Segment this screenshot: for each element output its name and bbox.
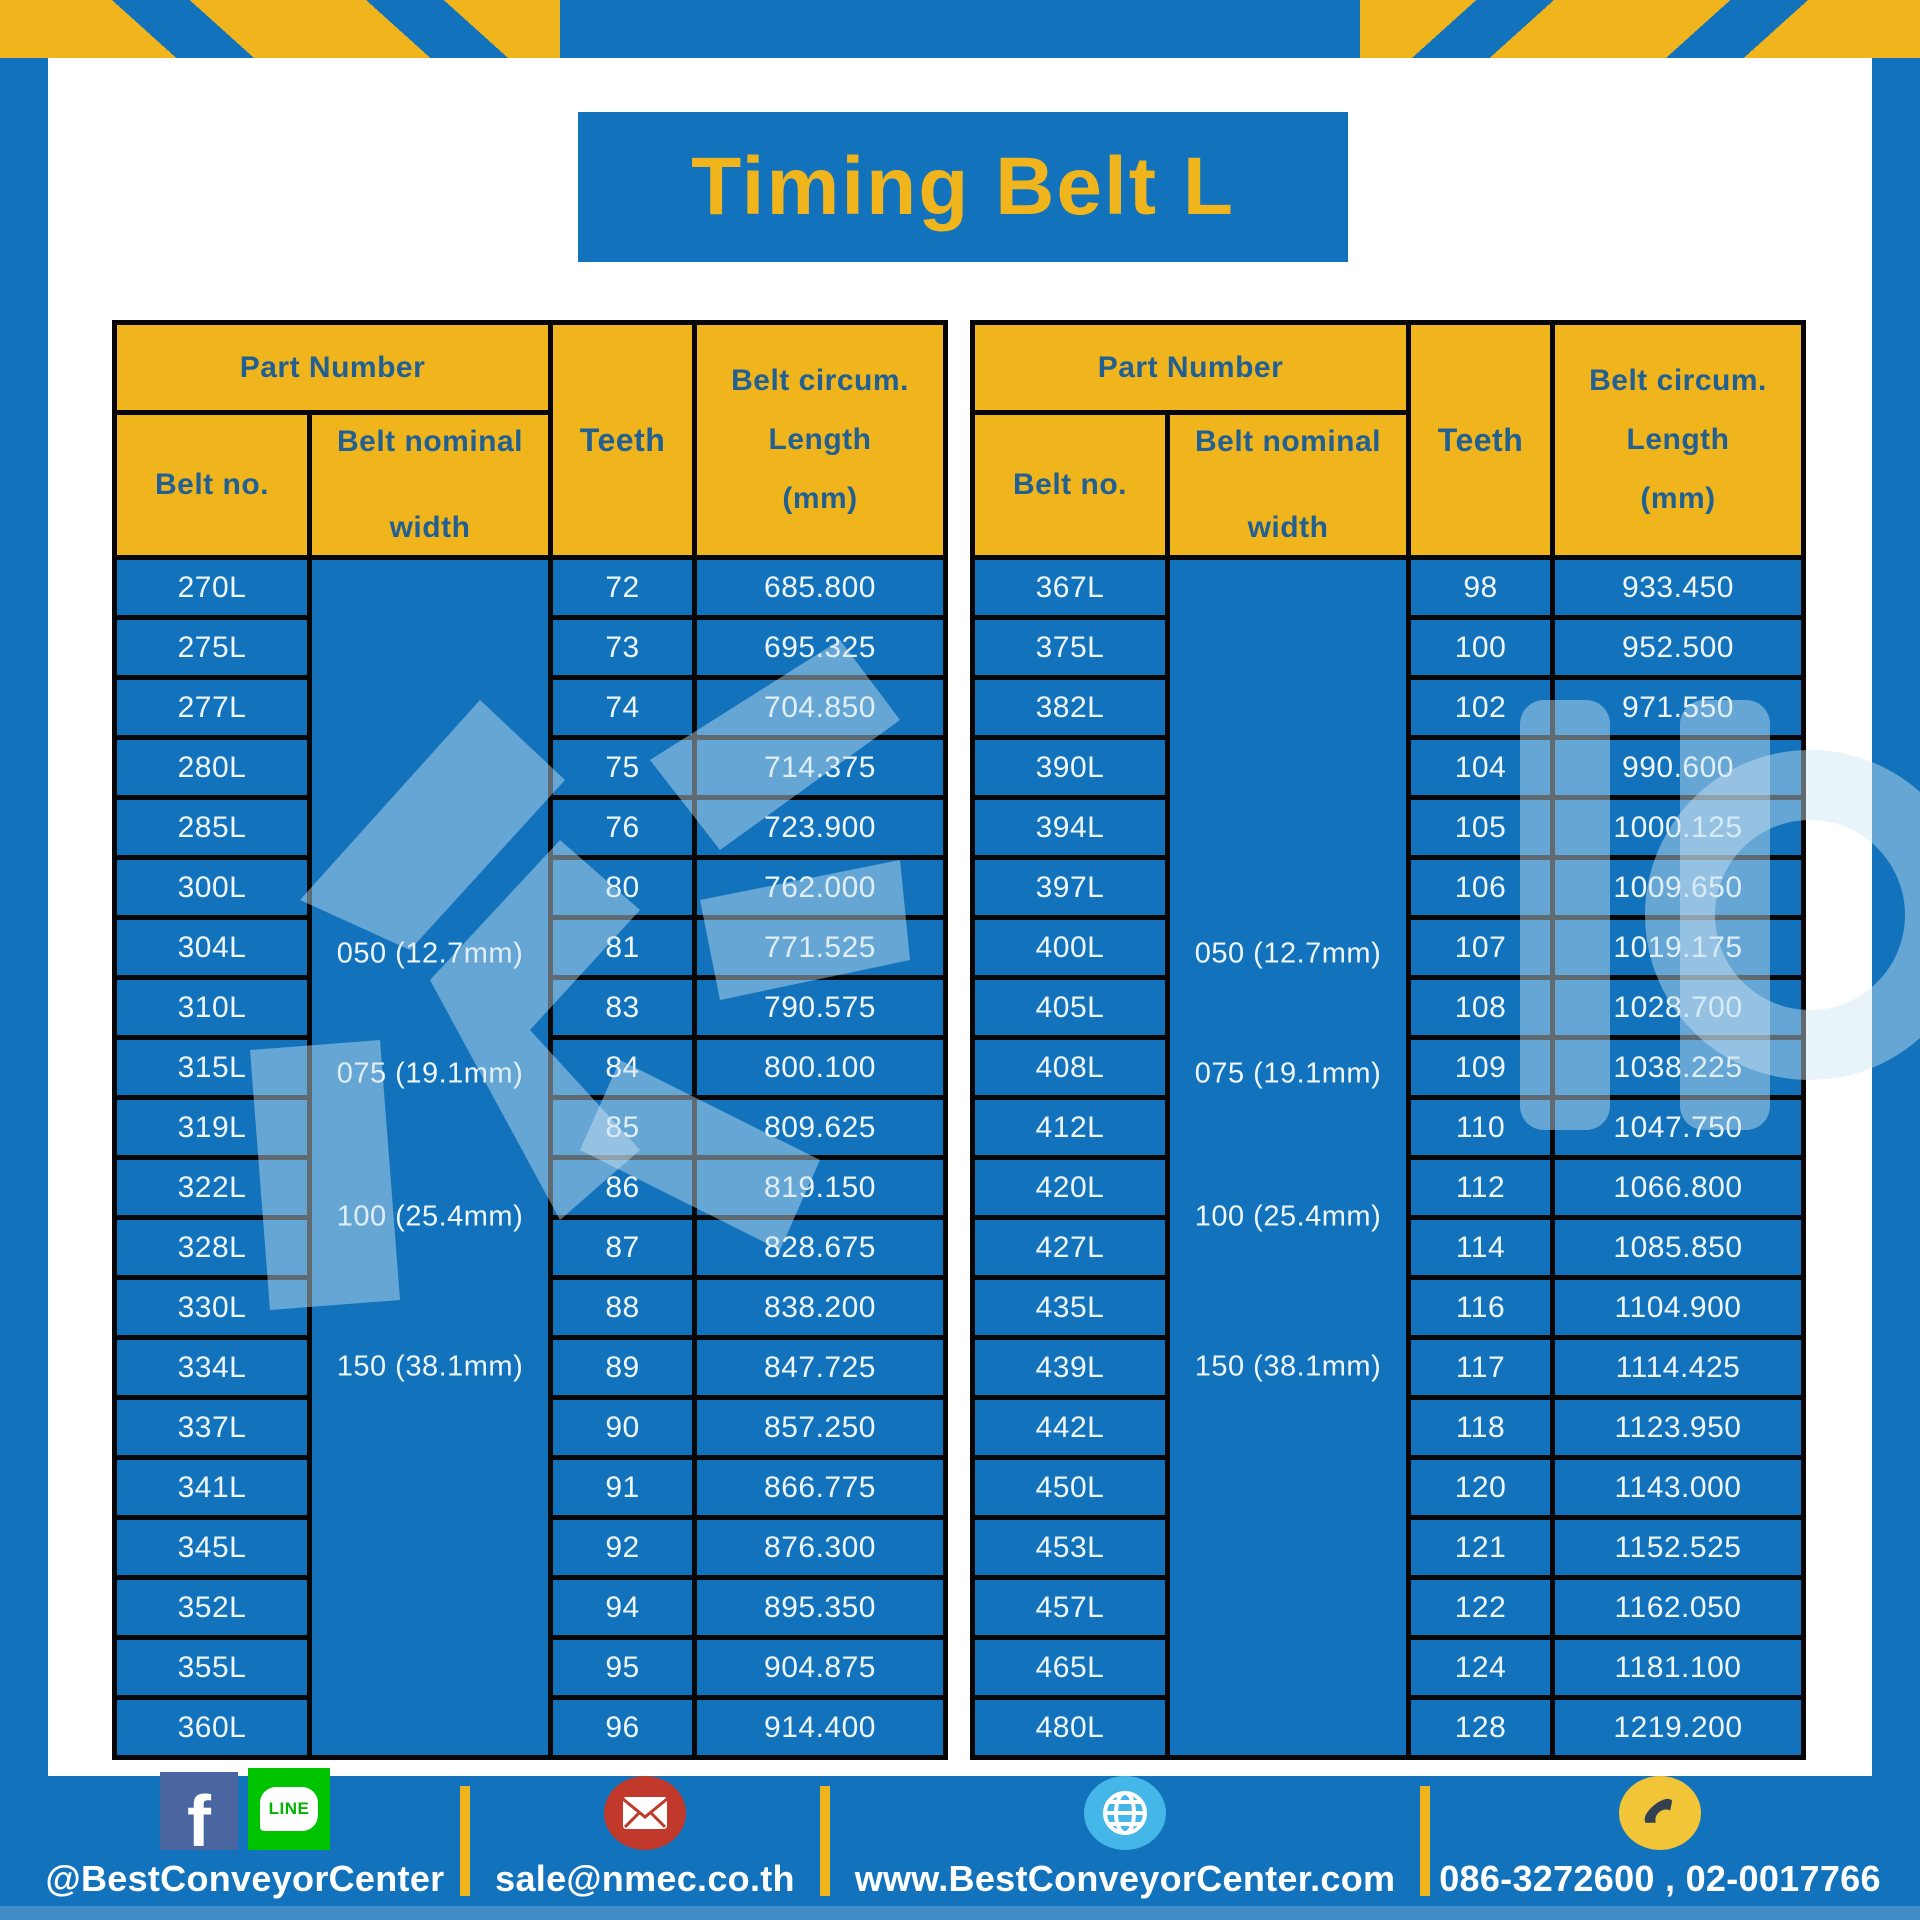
line-icon[interactable]: [248, 1768, 330, 1850]
teeth-cell: 110: [1411, 1100, 1550, 1155]
belt-width-header-line1: Belt nominal: [1194, 425, 1381, 458]
footer-divider: [460, 1786, 470, 1896]
length-cell: 1152.525: [1555, 1520, 1801, 1575]
footer-phone-section: [1430, 1776, 1890, 1906]
length-cell: 771.525: [697, 920, 943, 975]
length-cell: 1143.000: [1555, 1460, 1801, 1515]
belt-width-header-line1: Belt nominal: [336, 425, 523, 458]
length-cell: 723.900: [697, 800, 943, 855]
facebook-icon[interactable]: [160, 1772, 238, 1850]
footer-website-section: [830, 1776, 1420, 1906]
length-cell: 1009.650: [1555, 860, 1801, 915]
belt-no-header-cell: [117, 415, 307, 555]
circum-header-line3: (mm): [782, 482, 858, 515]
belt-no-cell: 435L: [975, 1280, 1165, 1335]
length-cell: 1104.900: [1555, 1280, 1801, 1335]
website-label[interactable]: www.BestConveyorCenter.com: [854, 1858, 1396, 1899]
length-cell: 1219.200: [1555, 1700, 1801, 1755]
length-cell: 762.000: [697, 860, 943, 915]
frame-right-border: [1872, 58, 1920, 1920]
belt-width-header-cell: [312, 415, 548, 555]
phone-icon[interactable]: [1619, 1776, 1701, 1850]
belt-no-cell: 367L: [975, 560, 1165, 615]
belt-no-header-label: Belt no.: [1013, 468, 1127, 501]
teeth-cell: 75: [553, 740, 692, 795]
belt-no-cell: 360L: [117, 1700, 307, 1755]
table-body: [975, 560, 1801, 1755]
belt-no-cell: 465L: [975, 1640, 1165, 1695]
teeth-cell: 84: [553, 1040, 692, 1095]
belt-no-cell: 427L: [975, 1220, 1165, 1275]
part-number-header-label: Part Number: [1097, 350, 1284, 384]
belt-no-cell: 382L: [975, 680, 1165, 735]
belt-no-cell: 439L: [975, 1340, 1165, 1395]
teeth-cell: 121: [1411, 1520, 1550, 1575]
length-cell: 695.325: [697, 620, 943, 675]
belt-no-cell: 315L: [117, 1040, 307, 1095]
hazard-stripe-band: [0, 0, 1920, 58]
belt-no-cell: 397L: [975, 860, 1165, 915]
length-cell: 800.100: [697, 1040, 943, 1095]
footer-contact-bar: [0, 1776, 1920, 1906]
belt-no-cell: 345L: [117, 1520, 307, 1575]
belt-no-cell: 310L: [117, 980, 307, 1035]
length-cell: 857.250: [697, 1400, 943, 1455]
teeth-cell: 114: [1411, 1220, 1550, 1275]
belt-no-cell: 394L: [975, 800, 1165, 855]
teeth-column: [553, 560, 692, 1755]
teeth-cell: 92: [553, 1520, 692, 1575]
page-title-box: [578, 112, 1348, 262]
footer-bottom-strip: [0, 1906, 1920, 1920]
length-cell: 952.500: [1555, 620, 1801, 675]
teeth-cell: 100: [1411, 620, 1550, 675]
belt-no-column: [975, 560, 1165, 1755]
length-cell: 1066.800: [1555, 1160, 1801, 1215]
length-cell: 1085.850: [1555, 1220, 1801, 1275]
belt-no-cell: 285L: [117, 800, 307, 855]
circum-header-cell: [1555, 325, 1801, 555]
teeth-header-cell: [1411, 325, 1550, 555]
length-cell: 990.600: [1555, 740, 1801, 795]
email-icon[interactable]: [604, 1776, 686, 1850]
belt-no-cell: 277L: [117, 680, 307, 735]
phone-label[interactable]: 086-3272600 , 02-0017766: [1439, 1858, 1881, 1899]
teeth-cell: 83: [553, 980, 692, 1035]
length-cell: 714.375: [697, 740, 943, 795]
width-option-label: 100 (25.4mm): [1194, 1200, 1382, 1233]
belt-width-header-line2: width: [1247, 511, 1329, 544]
length-cell: 1123.950: [1555, 1400, 1801, 1455]
teeth-cell: 91: [553, 1460, 692, 1515]
timing-belt-table-right: [970, 320, 1806, 1760]
length-cell: 1038.225: [1555, 1040, 1801, 1095]
teeth-cell: 102: [1411, 680, 1550, 735]
circum-header-line2: Length: [1626, 423, 1730, 456]
table-body: [117, 560, 943, 1755]
teeth-cell: 85: [553, 1100, 692, 1155]
table-header: [117, 325, 943, 555]
belt-no-cell: 304L: [117, 920, 307, 975]
belt-no-cell: 270L: [117, 560, 307, 615]
belt-no-cell: 337L: [117, 1400, 307, 1455]
belt-no-cell: 457L: [975, 1580, 1165, 1635]
length-cell: 1019.175: [1555, 920, 1801, 975]
belt-no-cell: 352L: [117, 1580, 307, 1635]
length-column: [1555, 560, 1801, 1755]
belt-no-cell: 450L: [975, 1460, 1165, 1515]
width-option-label: 050 (12.7mm): [336, 937, 524, 970]
frame-left-border: [0, 58, 48, 1920]
teeth-cell: 88: [553, 1280, 692, 1335]
teeth-cell: 95: [553, 1640, 692, 1695]
teeth-column: [1411, 560, 1550, 1755]
circum-header-line1: Belt circum.: [1589, 364, 1767, 397]
teeth-cell: 87: [553, 1220, 692, 1275]
page-title: Timing Belt L: [691, 141, 1235, 232]
length-cell: 838.200: [697, 1280, 943, 1335]
length-cell: 790.575: [697, 980, 943, 1035]
teeth-cell: 118: [1411, 1400, 1550, 1455]
teeth-cell: 96: [553, 1700, 692, 1755]
teeth-cell: 76: [553, 800, 692, 855]
width-option-label: 050 (12.7mm): [1194, 937, 1382, 970]
teeth-cell: 109: [1411, 1040, 1550, 1095]
teeth-cell: 104: [1411, 740, 1550, 795]
teeth-cell: 94: [553, 1580, 692, 1635]
teeth-cell: 106: [1411, 860, 1550, 915]
width-option-label: 100 (25.4mm): [336, 1200, 524, 1233]
teeth-cell: 107: [1411, 920, 1550, 975]
part-number-header-cell: [975, 325, 1406, 410]
belt-no-cell: 400L: [975, 920, 1165, 975]
belt-no-cell: 453L: [975, 1520, 1165, 1575]
hazard-stripes-left: [0, 0, 560, 58]
length-cell: 847.725: [697, 1340, 943, 1395]
teeth-cell: 116: [1411, 1280, 1550, 1335]
teeth-cell: 89: [553, 1340, 692, 1395]
width-option-label: 075 (19.1mm): [336, 1057, 524, 1090]
teeth-cell: 122: [1411, 1580, 1550, 1635]
footer-social-section: [30, 1776, 460, 1906]
length-cell: 971.550: [1555, 680, 1801, 735]
belt-no-cell: 330L: [117, 1280, 307, 1335]
teeth-cell: 86: [553, 1160, 692, 1215]
circum-header-line2: Length: [768, 423, 872, 456]
width-option-label: 150 (38.1mm): [1194, 1350, 1382, 1383]
facebook-letter: f: [187, 1781, 211, 1850]
circum-header-line1: Belt circum.: [731, 364, 909, 397]
teeth-cell: 80: [553, 860, 692, 915]
width-option-label: 075 (19.1mm): [1194, 1057, 1382, 1090]
teeth-cell: 117: [1411, 1340, 1550, 1395]
width-option-label: 150 (38.1mm): [336, 1350, 524, 1383]
length-cell: 1114.425: [1555, 1340, 1801, 1395]
belt-no-cell: 334L: [117, 1340, 307, 1395]
belt-no-cell: 412L: [975, 1100, 1165, 1155]
belt-no-cell: 480L: [975, 1700, 1165, 1755]
table-header: [975, 325, 1801, 555]
length-cell: 1028.700: [1555, 980, 1801, 1035]
hazard-stripes-right: [1360, 0, 1920, 58]
belt-no-header-cell: [975, 415, 1165, 555]
belt-no-cell: 275L: [117, 620, 307, 675]
length-cell: 1181.100: [1555, 1640, 1801, 1695]
length-cell: 866.775: [697, 1460, 943, 1515]
part-number-header-label: Part Number: [239, 350, 426, 384]
belt-no-cell: 442L: [975, 1400, 1165, 1455]
teeth-cell: 124: [1411, 1640, 1550, 1695]
teeth-header-label: Teeth: [579, 421, 666, 458]
belt-no-cell: 405L: [975, 980, 1165, 1035]
length-cell: 876.300: [697, 1520, 943, 1575]
teeth-header-cell: [553, 325, 692, 555]
width-merged-cell: [1170, 560, 1406, 1755]
belt-no-cell: 328L: [117, 1220, 307, 1275]
footer-divider: [1420, 1786, 1430, 1896]
teeth-cell: 74: [553, 680, 692, 735]
belt-width-header-line2: width: [389, 511, 471, 544]
length-cell: 819.150: [697, 1160, 943, 1215]
footer-email-section: [470, 1776, 820, 1906]
length-column: [697, 560, 943, 1755]
length-cell: 685.800: [697, 560, 943, 615]
belt-no-header-label: Belt no.: [155, 468, 269, 501]
teeth-cell: 108: [1411, 980, 1550, 1035]
teeth-cell: 73: [553, 620, 692, 675]
length-cell: 1162.050: [1555, 1580, 1801, 1635]
teeth-cell: 81: [553, 920, 692, 975]
belt-no-cell: 322L: [117, 1160, 307, 1215]
teeth-cell: 72: [553, 560, 692, 615]
teeth-cell: 112: [1411, 1160, 1550, 1215]
belt-no-cell: 420L: [975, 1160, 1165, 1215]
teeth-cell: 120: [1411, 1460, 1550, 1515]
length-cell: 828.675: [697, 1220, 943, 1275]
footer-divider: [820, 1786, 830, 1896]
timing-belt-table-left: [112, 320, 948, 1760]
belt-no-cell: 280L: [117, 740, 307, 795]
length-cell: 809.625: [697, 1100, 943, 1155]
belt-no-cell: 375L: [975, 620, 1165, 675]
teeth-cell: 98: [1411, 560, 1550, 615]
width-merged-cell: [312, 560, 548, 1755]
circum-header-cell: [697, 325, 943, 555]
teeth-header-label: Teeth: [1437, 421, 1524, 458]
teeth-cell: 90: [553, 1400, 692, 1455]
length-cell: 1047.750: [1555, 1100, 1801, 1155]
belt-no-cell: 355L: [117, 1640, 307, 1695]
circum-header-line3: (mm): [1640, 482, 1716, 515]
length-cell: 895.350: [697, 1580, 943, 1635]
email-label[interactable]: sale@nmec.co.th: [495, 1858, 795, 1899]
teeth-cell: 128: [1411, 1700, 1550, 1755]
length-cell: 914.400: [697, 1700, 943, 1755]
length-cell: 704.850: [697, 680, 943, 735]
belt-no-cell: 390L: [975, 740, 1165, 795]
belt-width-header-cell: [1170, 415, 1406, 555]
length-cell: 904.875: [697, 1640, 943, 1695]
belt-no-column: [117, 560, 307, 1755]
line-label: LINE: [268, 1799, 310, 1818]
length-cell: 933.450: [1555, 560, 1801, 615]
belt-no-cell: 300L: [117, 860, 307, 915]
belt-no-cell: 408L: [975, 1040, 1165, 1095]
part-number-header-cell: [117, 325, 548, 410]
social-handle-label: @BestConveyorCenter: [45, 1858, 445, 1899]
globe-icon[interactable]: [1084, 1776, 1166, 1850]
teeth-cell: 105: [1411, 800, 1550, 855]
line-bubble: [260, 1787, 318, 1831]
belt-no-cell: 341L: [117, 1460, 307, 1515]
belt-no-cell: 319L: [117, 1100, 307, 1155]
length-cell: 1000.125: [1555, 800, 1801, 855]
